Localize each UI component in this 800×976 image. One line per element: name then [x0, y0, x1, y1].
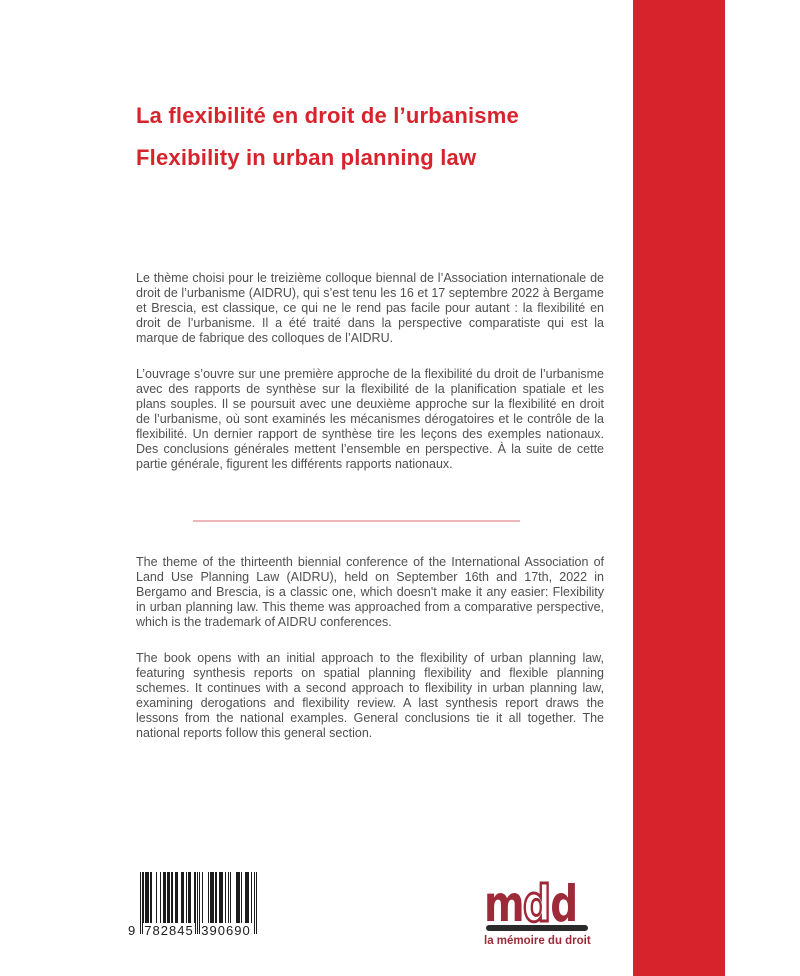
barcode-digit-group-1: 782845: [144, 923, 194, 938]
blurb-english-2: The book opens with an initial approach to the flexibility of urban planning law, featuring synthesis reports on spatial planning flexibility and flexible planning schemes. It continues with a second approach to flexibility in urban planning law, examining derogations and flexibility review. A last synthesis report draws the lessons from the national examples. General conclusions tie it all together. The national reports follow this general section.: [136, 651, 604, 740]
title-english: Flexibility in urban planning law: [136, 145, 477, 170]
barcode-digit-group-2: 390690: [201, 923, 251, 938]
mdd-wordmark-icon: [484, 881, 590, 925]
barcode-digits: [128, 923, 260, 939]
logo-letter-m: m: [484, 881, 525, 925]
publisher-logo: [484, 881, 590, 947]
blurb-french-1: Le thème choisi pour le treizième colloque biennal de l’Association internationale de droit de l’urbanisme (AIDRU), qui s’est tenu les 16 et 17 septembre 2022 à Bergame et Brescia, est classique, ce qui ne le rend pas facile pour autant : la flexibilité en droit de l’urbanisme. Il a été traité dans la perspective comparatiste qui est la marque de fabrique des colloques de l’AIDRU.: [136, 271, 604, 345]
blurb-english-1: The theme of the thirteenth biennial conference of the International Association of Land Use Planning Law (AIDRU), held on September 16th and 17th, 2022 in Bergamo and Brescia, is a classic one, which doesn't make it any easier: Flexibility in urban planning law. This theme was approached from a comparative perspective, which is the trademark of AIDRU conferences.: [136, 555, 604, 629]
red-spine-band: [633, 0, 725, 976]
isbn-barcode: [128, 872, 260, 940]
logo-divider-bar: [486, 925, 588, 931]
section-divider: [193, 520, 520, 522]
title-french: La flexibilité en droit de l’urbanisme: [136, 103, 519, 128]
publisher-tagline: la mémoire du droit: [484, 935, 591, 947]
blurb-french-2: L’ouvrage s’ouvre sur une première approche de la flexibilité du droit de l’urbanisme avec des rapports de synthèse sur la flexibilité de la planification spatiale et les plans souples. Il se poursuit avec une deuxième approche sur la flexibilité en droit de l’urbanisme, où sont examinés les mécanismes dérogatoires et le contrôle de la flexibilité. Un dernier rapport de synthèse tire les leçons des exemples nationaux. Des conclusions générales mettent l’ensemble en perspective. À la suite de cette partie générale, figurent les différents rapports nationaux.: [136, 367, 604, 471]
logo-letter-d-outline: d: [523, 881, 551, 925]
barcode-digit-prefix: 9: [128, 923, 136, 938]
logo-letter-d: d: [550, 881, 579, 925]
